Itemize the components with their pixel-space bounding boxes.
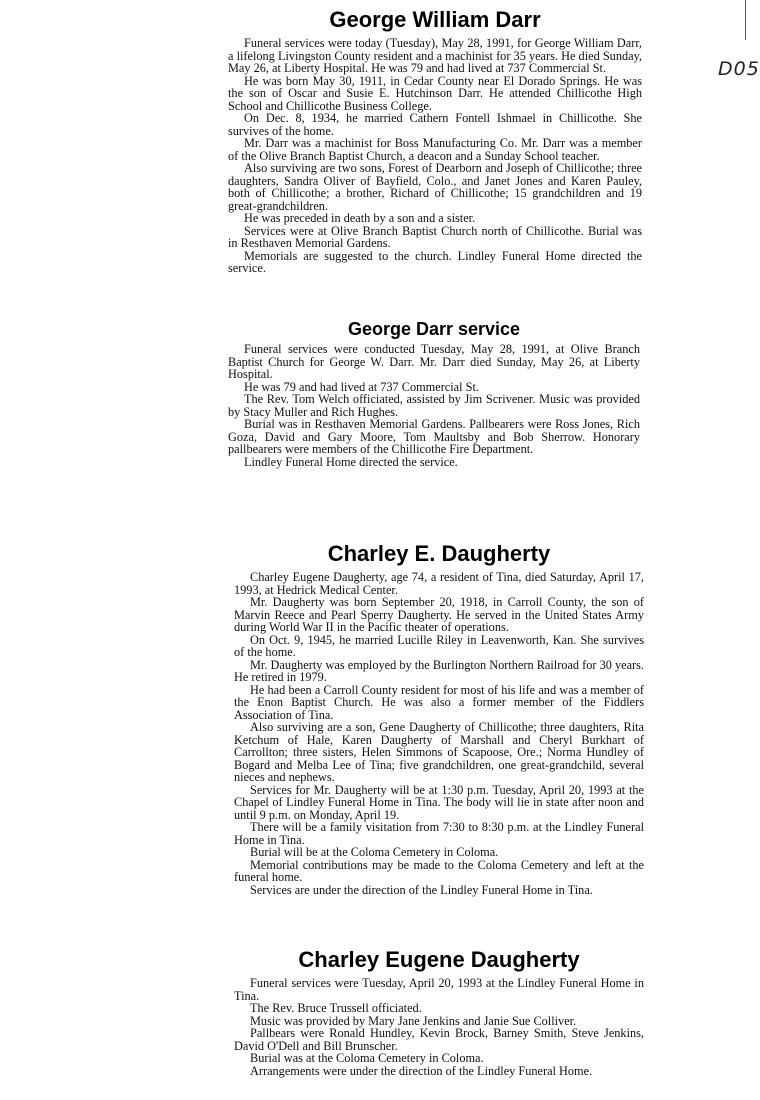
obituary-paragraph: Services for Mr. Daugherty will be at 1:30 p.m. Tuesday, April 20, 1993 at the Chapel of Lindley Funeral Home in Tina. The body will lie in state after noon and until 9 p.m. on Monday, April 19. — [234, 782, 644, 822]
obituary-paragraph: Pallbears were Ronald Hundley, Kevin Brock, Barney Smith, Steve Jenkins, David O'Dell and Bill Brunscher. — [234, 1026, 644, 1053]
obituary-paragraph: Mr. Daugherty was born September 20, 1918, in Carroll County, the son of Marvin Reece and Pearl Sperry Daugherty. He served in the United States Army during World War II in the Pacific theater of operations. — [234, 595, 644, 634]
obituary-paragraph: Burial was in Resthaven Memorial Gardens. Pallbearers were Ross Jones, Rich Goza, David and Gary Moore, Tom Maultsby and Bob Sherrow. Honorary pallbearers were members of the Chillicothe Fire Department. — [228, 417, 640, 456]
obituary-paragraph: He was preceded in death by a son and a sister. — [244, 211, 476, 225]
scan-edge-line — [745, 0, 746, 40]
obituary-paragraph: Memorial contributions may be made to the Coloma Cemetery and left at the funeral home. — [234, 857, 644, 884]
obituary-paragraph: The Rev. Tom Welch officiated, assisted by Jim Scrivener. Music was provided by Stacy Muller and Rich Hughes. — [228, 392, 640, 419]
obituary-paragraph: Also surviving are a son, Gene Daugherty of Chillicothe; three daughters, Rita Ketchum of Hale, Karen Daugherty of Marshall and Cheryl Burkhart of Carrollton; three sisters, Helen Simmons of Scapoose, Ore.; Norma Hundley of Bogard and Melba Lee of Tina; five grandchildren, one great-grandchild, several nieces and nephews. — [234, 720, 644, 784]
obituary-title: Charley E. Daugherty — [327, 541, 551, 566]
obituary-george-william-darr — [228, 6, 642, 275]
obituary-title: Charley Eugene Daugherty — [298, 947, 580, 972]
obituary-paragraph: Burial was at the Coloma Cemetery in Coloma. — [250, 1051, 484, 1065]
obituary-paragraph: Memorials are suggested to the church. Lindley Funeral Home directed the service. — [228, 248, 642, 275]
obituary-charley-e-daugherty — [234, 540, 644, 896]
obituary-title: George Darr service — [347, 319, 521, 339]
obituary-paragraph: There will be a family visitation from 7:30 to 8:30 p.m. at the Lindley Funeral Home in Tina. — [234, 820, 644, 847]
obituary-paragraph: Charley Eugene Daugherty, age 74, a resident of Tina, died Saturday, April 17, 1993, at Hedrick Medical Center. — [234, 570, 644, 597]
obituary-george-darr-service — [228, 318, 640, 468]
obituary-paragraph: Funeral services were today (Tuesday), May 28, 1991, for George William Darr, a lifelong Livingston County resident and a machinist for 35 years. He died Sunday, May 26, at Liberty Hospital. He was 79 and had lived at 737 Commercial St. — [228, 36, 642, 75]
obituary-paragraph: He was 79 and had lived at 737 Commercial St. — [244, 379, 479, 394]
obituary-charley-eugene-daugherty — [234, 946, 644, 1077]
obituary-paragraph: Services are under the direction of the Lindley Funeral Home in Tina. — [250, 882, 593, 897]
obituary-paragraph: Burial will be at the Coloma Cemetery in Coloma. — [250, 845, 499, 859]
obituary-paragraph: Arrangements were under the direction of the Lindley Funeral Home. — [250, 1063, 593, 1078]
obituary-paragraph: Funeral services were conducted Tuesday, May 28, 1991, at Olive Branch Baptist Church for George W. Darr. Mr. Darr died Sunday, May 26, at Liberty Hospital. — [228, 342, 640, 381]
obituary-paragraph: He had been a Carroll County resident for most of his life and was a member of the Enon Baptist Church. He was also a former member of the Fiddlers Association of Tina. — [234, 682, 644, 722]
obituary-paragraph: He was born May 30, 1911, in Cedar County near El Dorado Springs. He was the son of Oscar and Susie E. Hutchinson Darr. He attended Chillicothe High School and Chillicothe Business College. — [228, 73, 642, 113]
obituary-paragraph: Funeral services were Tuesday, April 20, 1993 at the Lindley Funeral Home in Tina. — [234, 976, 644, 1003]
obituary-paragraph: Lindley Funeral Home directed the service. — [244, 454, 458, 469]
obituary-paragraph: On Oct. 9, 1945, he married Lucille Riley in Leavenworth, Kan. She survives of the home. — [234, 632, 644, 659]
obituary-paragraph: Mr. Daugherty was employed by the Burlington Northern Railroad for 30 years. He retired in 1979. — [234, 657, 644, 684]
handwritten-margin-note: D05 — [718, 58, 760, 80]
obituary-paragraph: Mr. Darr was a machinist for Boss Manufacturing Co. Mr. Darr was a member of the Olive Branch Baptist Church, a deacon and a Sunday School teacher. — [228, 136, 642, 163]
obituary-paragraph: On Dec. 8, 1934, he married Cathern Fontell Ishmael in Chillicothe. She survives of the home. — [228, 111, 642, 138]
obituary-paragraph: Also surviving are two sons, Forest of Dearborn and Joseph of Chillicothe; three daughters, Sandra Oliver of Bayfield, Colo., and Janet Jones and Karen Pauley, both of Chillicothe; a brother, Richard of Chillicothe; 15 grandchildren and 19 great-grandchildren. — [228, 161, 642, 213]
obituary-paragraph: The Rev. Bruce Trussell officiated. — [250, 1001, 422, 1015]
obituary-paragraph: Music was provided by Mary Jane Jenkins and Janie Sue Colliver. — [250, 1013, 577, 1028]
obituary-title: George William Darr — [329, 7, 541, 32]
obituary-paragraph: Services were at Olive Branch Baptist Church north of Chillicothe. Burial was in Resthaven Memorial Gardens. — [228, 223, 642, 250]
